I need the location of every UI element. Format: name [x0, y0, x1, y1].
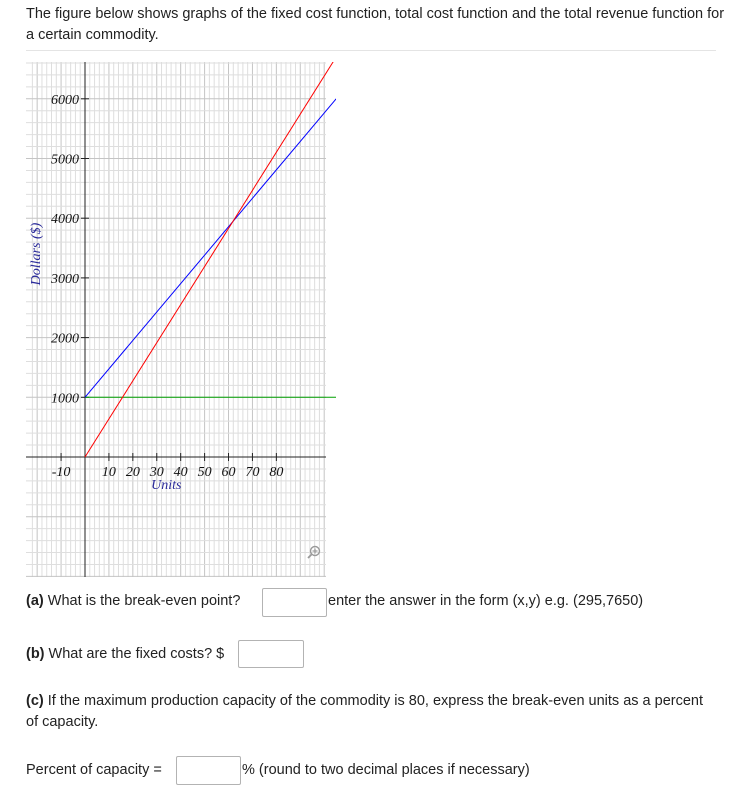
question-a-label: (a): [26, 593, 44, 609]
series-lines: [85, 62, 336, 457]
question-a-hint: enter the answer in the form (x,y) e.g. (295,7650): [328, 593, 644, 609]
question-c: [26, 691, 716, 733]
question-a: [26, 591, 240, 612]
x-axis-title: Units: [151, 478, 182, 493]
x-tick-label: 50: [197, 465, 212, 480]
y-tick-label: 1000: [51, 391, 79, 407]
divider: [26, 50, 716, 51]
y-tick-label: 2000: [51, 331, 79, 347]
x-tick-label: 70: [245, 465, 260, 480]
y-tick-label: 4000: [51, 212, 79, 228]
x-tick-label: 10: [101, 465, 116, 480]
problem-intro: The figure below shows graphs of the fixed cost function, total cost function and the total revenue function for a certain commodity.: [26, 6, 725, 43]
grid: [26, 62, 326, 577]
question-c-hint: % (round to two decimal places if necessary): [242, 762, 530, 778]
percent-capacity-input[interactable]: [176, 756, 241, 785]
y-axis-title: Dollars ($): [29, 222, 44, 286]
break-even-input[interactable]: [262, 588, 327, 617]
question-c-label: (c): [26, 693, 44, 709]
y-tick-label: 3000: [51, 271, 79, 287]
question-b-label: (b): [26, 646, 45, 662]
y-tick-label: 5000: [51, 152, 79, 168]
fixed-cost-input[interactable]: [238, 640, 304, 668]
question-a-text: What is the break-even point?: [43, 593, 241, 609]
x-tick-label: 60: [221, 465, 236, 480]
x-tick-label: 30: [149, 465, 164, 480]
percent-capacity-prompt: Percent of capacity =: [26, 762, 162, 778]
x-tick-label: 80: [269, 465, 284, 480]
series-line-total-cost: [85, 99, 336, 398]
y-tick-label: 6000: [51, 92, 79, 108]
cost-revenue-graph: [26, 62, 336, 577]
x-tick-label: 40: [173, 465, 188, 480]
question-c-text: If the maximum production capacity of the commodity is 80, express the break-even units as a percent of capacity.: [26, 693, 703, 730]
x-tick-label: 20: [125, 465, 140, 480]
x-tick-label: -10: [51, 465, 71, 480]
question-b-text: What are the fixed costs? $: [44, 646, 225, 662]
question-b: [26, 644, 224, 665]
